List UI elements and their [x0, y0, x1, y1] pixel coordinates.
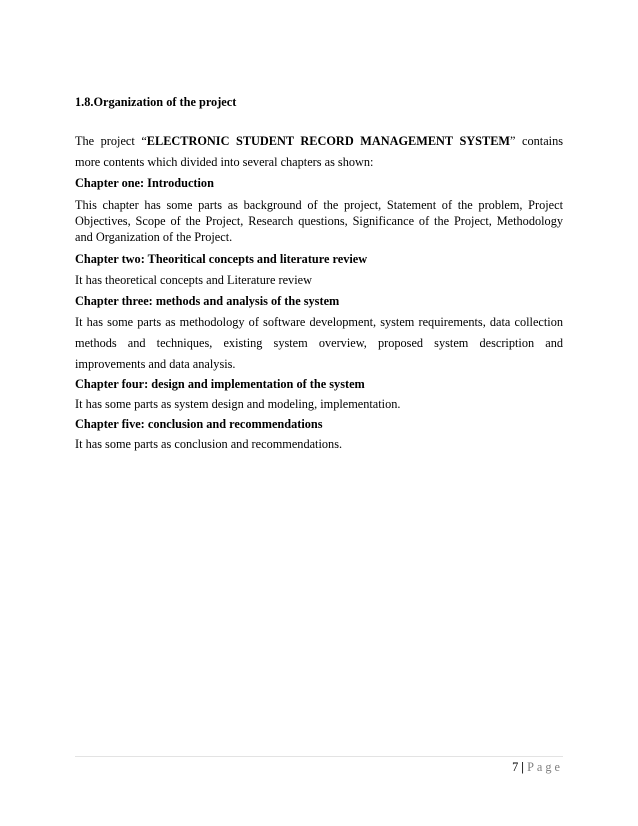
intro-paragraph [75, 131, 563, 173]
intro-suffix: ” contains more contents which divided into several chapters as shown: [75, 134, 564, 169]
chapter-one-heading: Chapter one: Introduction [75, 176, 214, 190]
chapter-five-body: It has some parts as conclusion and recommendations. [75, 437, 343, 451]
chapter-three-body: It has some parts as methodology of software development, system requirements, data collection methods and techniques, existing system overview, proposed system description and improvements and data analysis. [75, 315, 563, 371]
chapter-one-body: This chapter has some parts as background of the project, Statement of the problem, Project Objectives, Scope of the Project, Research questions, Significance of the Project, Methodology and Organization of the Project. [75, 198, 563, 244]
page-number: 7 [512, 760, 519, 774]
page-label: Page [527, 760, 563, 774]
chapter-four-body: It has some parts as system design and modeling, implementation. [75, 397, 401, 411]
page-footer [512, 760, 563, 775]
chapter-two-body: It has theoretical concepts and Literature review [75, 273, 312, 287]
section-heading: 1.8.Organization of the project [75, 95, 237, 109]
footer-divider [75, 756, 563, 757]
intro-prefix: The project “ [75, 134, 147, 148]
footer-separator: | [521, 760, 525, 774]
page-content [75, 94, 563, 452]
chapter-three-heading: Chapter three: methods and analysis of the system [75, 294, 340, 308]
chapter-five-heading: Chapter five: conclusion and recommendations [75, 417, 323, 431]
chapter-four-heading: Chapter four: design and implementation of the system [75, 377, 365, 391]
project-title: ELECTRONIC STUDENT RECORD MANAGEMENT SYSTEM [146, 134, 511, 148]
chapter-two-heading: Chapter two: Theoritical concepts and literature review [75, 252, 368, 266]
